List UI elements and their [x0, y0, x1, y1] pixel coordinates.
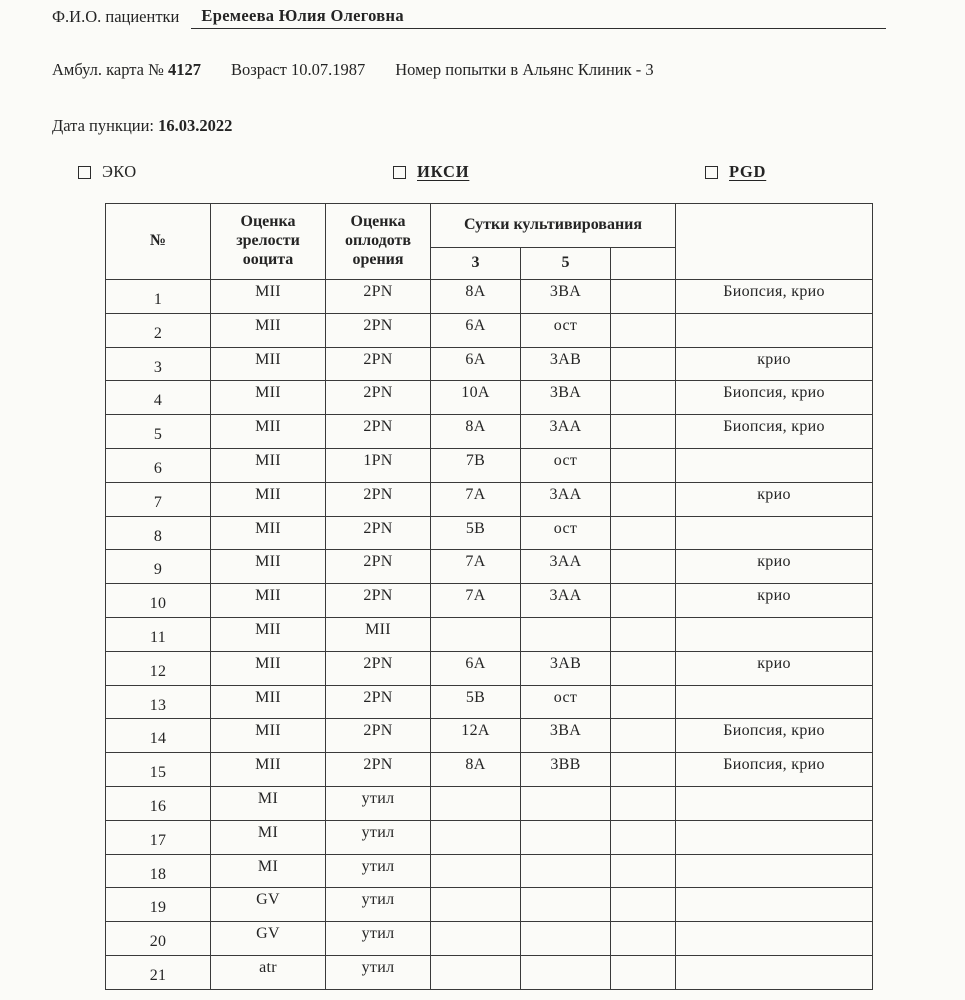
attempt-label: Номер попытки в Альянс Клиник - [395, 60, 642, 79]
day3-grade [431, 888, 521, 922]
row-number: 18 [106, 854, 211, 888]
day5-grade [521, 617, 611, 651]
oocyte-maturity-grade: MII [211, 550, 326, 584]
table-row [106, 347, 873, 381]
day3-grade: 8A [431, 280, 521, 314]
row-number: 12 [106, 651, 211, 685]
outcome-note: крио [676, 584, 873, 618]
checkbox-group-pgd [705, 162, 766, 182]
day3-grade: 5B [431, 516, 521, 550]
day5-grade [521, 888, 611, 922]
table-row [106, 516, 873, 550]
row-number: 4 [106, 381, 211, 415]
outcome-note [676, 955, 873, 989]
day-extra-value [611, 415, 676, 449]
outcome-note: Биопсия, крио [676, 415, 873, 449]
day-extra-value [611, 550, 676, 584]
day3-grade [431, 922, 521, 956]
age-value: 10.07.1987 [291, 60, 366, 79]
col-header-culture-days: Сутки культивирования [431, 204, 676, 248]
oocyte-maturity-grade: MII [211, 617, 326, 651]
oocyte-maturity-grade: MII [211, 584, 326, 618]
row-number: 1 [106, 280, 211, 314]
day5-grade: ост [521, 685, 611, 719]
outcome-note: крио [676, 482, 873, 516]
checkbox-group-eko [78, 162, 137, 182]
oocyte-maturity-grade: MII [211, 753, 326, 787]
card-number-value: 4127 [167, 60, 201, 79]
day3-grade: 8A [431, 415, 521, 449]
day5-grade: 3BA [521, 381, 611, 415]
day3-grade [431, 786, 521, 820]
day5-grade: 3AA [521, 415, 611, 449]
day3-grade: 6A [431, 651, 521, 685]
oocyte-maturity-grade: MII [211, 381, 326, 415]
day-extra-value [611, 516, 676, 550]
table-row [106, 888, 873, 922]
day-extra-value [611, 482, 676, 516]
outcome-note: крио [676, 347, 873, 381]
day5-grade: 3AB [521, 347, 611, 381]
fertilization-grade: 2PN [326, 651, 431, 685]
day3-grade: 6A [431, 347, 521, 381]
outcome-note: крио [676, 550, 873, 584]
day5-grade: 3AA [521, 550, 611, 584]
outcome-note: Биопсия, крио [676, 719, 873, 753]
fertilization-grade: 2PN [326, 313, 431, 347]
oocyte-maturity-grade: MII [211, 651, 326, 685]
oocyte-maturity-grade: MII [211, 313, 326, 347]
embryo-table-body [106, 280, 873, 990]
day5-grade [521, 922, 611, 956]
day3-grade: 8A [431, 753, 521, 787]
day-extra-value [611, 922, 676, 956]
col-header-day3: 3 [431, 248, 521, 280]
day5-grade: 3BB [521, 753, 611, 787]
day3-grade [431, 617, 521, 651]
fertilization-grade: 2PN [326, 550, 431, 584]
outcome-note: Биопсия, крио [676, 381, 873, 415]
day5-grade: ост [521, 516, 611, 550]
outcome-note [676, 516, 873, 550]
patient-name-line [52, 5, 886, 29]
outcome-note [676, 854, 873, 888]
outcome-note [676, 820, 873, 854]
row-number: 8 [106, 516, 211, 550]
fertilization-grade: MII [326, 617, 431, 651]
table-row [106, 719, 873, 753]
outcome-note [676, 313, 873, 347]
fertilization-grade: 2PN [326, 415, 431, 449]
table-row [106, 820, 873, 854]
day-extra-value [611, 584, 676, 618]
col-header-oocyte: Оценка зрелости ооцита [211, 204, 326, 280]
oocyte-maturity-grade: MII [211, 347, 326, 381]
fertilization-grade: 2PN [326, 516, 431, 550]
day3-grade: 10A [431, 381, 521, 415]
col-header-notes-blank [676, 204, 873, 280]
patient-name-value: Еремеева Юлия Олеговна [191, 5, 886, 29]
day5-grade: 3BA [521, 719, 611, 753]
day3-grade [431, 820, 521, 854]
row-number: 10 [106, 584, 211, 618]
oocyte-maturity-grade: MII [211, 516, 326, 550]
row-number: 17 [106, 820, 211, 854]
row-number: 13 [106, 685, 211, 719]
table-row [106, 651, 873, 685]
row-number: 19 [106, 888, 211, 922]
day-extra-value [611, 381, 676, 415]
day-extra-value [611, 786, 676, 820]
day5-grade: 3AA [521, 482, 611, 516]
table-row [106, 584, 873, 618]
table-row [106, 482, 873, 516]
col-header-fertilization: Оценка оплодотв орения [326, 204, 431, 280]
col-header-day5: 5 [521, 248, 611, 280]
table-row [106, 313, 873, 347]
fertilization-grade: утил [326, 786, 431, 820]
col-header-num: № [106, 204, 211, 280]
outcome-note [676, 786, 873, 820]
day5-grade: ост [521, 313, 611, 347]
table-row [106, 685, 873, 719]
card-number-label: Амбул. карта № [52, 60, 164, 79]
eko-checkbox[interactable] [78, 166, 91, 179]
puncture-date-line [52, 116, 232, 136]
table-row [106, 617, 873, 651]
table-row [106, 381, 873, 415]
day3-grade [431, 854, 521, 888]
day3-grade: 7A [431, 550, 521, 584]
day3-grade: 7B [431, 448, 521, 482]
oocyte-maturity-grade: MII [211, 448, 326, 482]
row-number: 5 [106, 415, 211, 449]
day-extra-value [611, 347, 676, 381]
table-row [106, 280, 873, 314]
day5-grade: 3AB [521, 651, 611, 685]
fertilization-grade: 2PN [326, 719, 431, 753]
day5-grade [521, 820, 611, 854]
oocyte-maturity-grade: MII [211, 280, 326, 314]
row-number: 3 [106, 347, 211, 381]
table-row [106, 786, 873, 820]
day-extra-value [611, 313, 676, 347]
fertilization-grade: 2PN [326, 347, 431, 381]
pgd-checkbox[interactable] [705, 166, 718, 179]
day-extra-value [611, 651, 676, 685]
col-header-day-extra-blank [611, 248, 676, 280]
oocyte-maturity-grade: MI [211, 854, 326, 888]
outcome-note [676, 888, 873, 922]
fertilization-grade: 2PN [326, 381, 431, 415]
row-number: 14 [106, 719, 211, 753]
fertilization-grade: утил [326, 922, 431, 956]
outcome-note [676, 685, 873, 719]
oocyte-maturity-grade: MII [211, 482, 326, 516]
outcome-note [676, 448, 873, 482]
oocyte-maturity-grade: MII [211, 415, 326, 449]
day5-grade: ост [521, 448, 611, 482]
puncture-date-label: Дата пункции: [52, 116, 155, 135]
fertilization-grade: утил [326, 820, 431, 854]
iksi-label: ИКСИ [417, 162, 470, 181]
puncture-date-value: 16.03.2022 [158, 116, 233, 135]
day-extra-value [611, 955, 676, 989]
row-number: 16 [106, 786, 211, 820]
table-row [106, 415, 873, 449]
outcome-note: Биопсия, крио [676, 753, 873, 787]
day5-grade: 3BA [521, 280, 611, 314]
day-extra-value [611, 719, 676, 753]
day-extra-value [611, 820, 676, 854]
table-row [106, 448, 873, 482]
checkbox-group-iksi [393, 162, 469, 182]
fertilization-grade: утил [326, 955, 431, 989]
day-extra-value [611, 280, 676, 314]
outcome-note: Биопсия, крио [676, 280, 873, 314]
table-row [106, 550, 873, 584]
day-extra-value [611, 854, 676, 888]
oocyte-maturity-grade: GV [211, 888, 326, 922]
table-row [106, 922, 873, 956]
age-group [231, 60, 365, 80]
outcome-note [676, 922, 873, 956]
table-row [106, 854, 873, 888]
row-number: 11 [106, 617, 211, 651]
day-extra-value [611, 685, 676, 719]
row-number: 9 [106, 550, 211, 584]
embryo-table-head [106, 204, 873, 280]
table-row [106, 753, 873, 787]
card-info-line [52, 60, 654, 80]
day3-grade [431, 955, 521, 989]
row-number: 6 [106, 448, 211, 482]
iksi-checkbox[interactable] [393, 166, 406, 179]
age-label: Возраст [230, 60, 287, 79]
fertilization-grade: 2PN [326, 753, 431, 787]
day3-grade: 7A [431, 482, 521, 516]
oocyte-maturity-grade: MI [211, 820, 326, 854]
header-row-top [106, 204, 873, 248]
row-number: 7 [106, 482, 211, 516]
day3-grade: 5B [431, 685, 521, 719]
attempt-value: 3 [645, 60, 654, 79]
oocyte-maturity-grade: MI [211, 786, 326, 820]
attempt-group [395, 60, 653, 80]
row-number: 15 [106, 753, 211, 787]
fertilization-grade: 2PN [326, 685, 431, 719]
day-extra-value [611, 617, 676, 651]
day5-grade: 3AA [521, 584, 611, 618]
day-extra-value [611, 888, 676, 922]
day-extra-value [611, 753, 676, 787]
row-number: 2 [106, 313, 211, 347]
oocyte-maturity-grade: MII [211, 719, 326, 753]
day3-grade: 6A [431, 313, 521, 347]
row-number: 21 [106, 955, 211, 989]
day3-grade: 7A [431, 584, 521, 618]
day3-grade: 12A [431, 719, 521, 753]
outcome-note [676, 617, 873, 651]
day5-grade [521, 786, 611, 820]
oocyte-maturity-grade: GV [211, 922, 326, 956]
fertilization-grade: утил [326, 888, 431, 922]
fertilization-grade: утил [326, 854, 431, 888]
day5-grade [521, 854, 611, 888]
fertilization-grade: 2PN [326, 482, 431, 516]
row-number: 20 [106, 922, 211, 956]
oocyte-maturity-grade: MII [211, 685, 326, 719]
table-row [106, 955, 873, 989]
fertilization-grade: 2PN [326, 280, 431, 314]
oocyte-maturity-grade: atr [211, 955, 326, 989]
card-number-group [52, 60, 201, 80]
day-extra-value [611, 448, 676, 482]
patient-name-label: Ф.И.О. пациентки [52, 7, 180, 26]
outcome-note: крио [676, 651, 873, 685]
eko-label: ЭКО [102, 162, 137, 181]
fertilization-grade: 1PN [326, 448, 431, 482]
day5-grade [521, 955, 611, 989]
fertilization-grade: 2PN [326, 584, 431, 618]
embryo-table [105, 203, 873, 990]
pgd-label: PGD [729, 162, 767, 181]
